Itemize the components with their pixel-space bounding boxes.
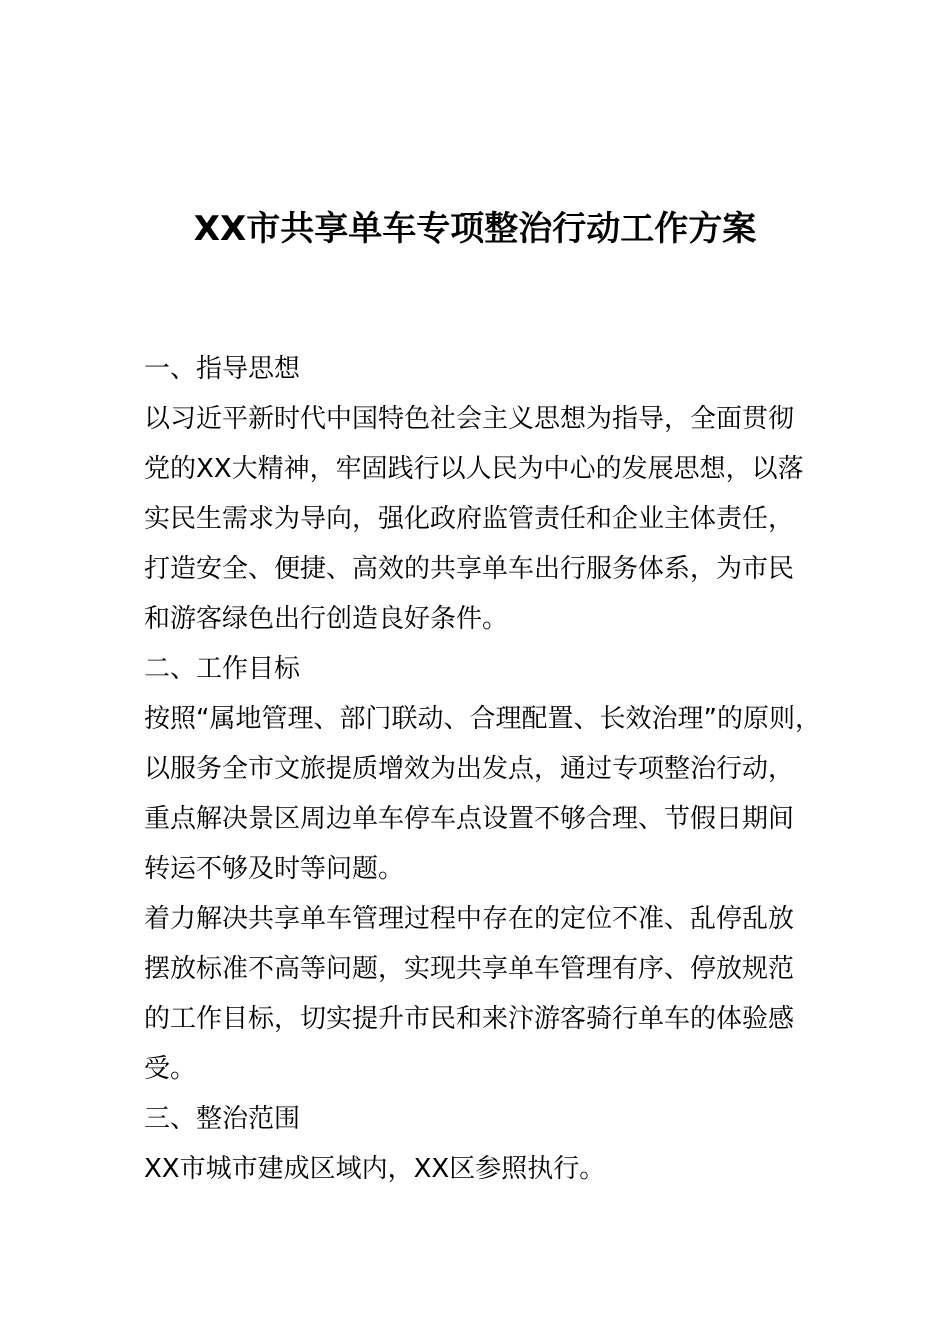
paragraph-line: 党的XX大精神，牢固践行以人民为中心的发展思想，以落 xyxy=(144,454,804,484)
paragraph-line: 着力解决共享单车管理过程中存在的定位不准、乱停乱放 xyxy=(144,904,795,934)
document-title: XX市共享单车专项整治行动工作方案 xyxy=(193,209,757,249)
paragraph-line: 受。 xyxy=(144,1054,197,1084)
paragraph-line: 打造安全、便捷、高效的共享单车出行服务体系，为市民 xyxy=(144,554,795,584)
section-heading-guiding-ideology: 一、指导思想 xyxy=(144,354,301,384)
section-heading-work-goals: 二、工作目标 xyxy=(144,654,301,684)
paragraph-line: XX市城市建成区域内，XX区参照执行。 xyxy=(144,1154,606,1184)
paragraph-line: 重点解决景区周边单车停车点设置不够合理、节假日期间 xyxy=(144,804,795,834)
paragraph-line: 转运不够及时等问题。 xyxy=(144,854,405,884)
paragraph-line: 摆放标准不高等问题，实现共享单车管理有序、停放规范 xyxy=(144,954,795,984)
paragraph-line: 以习近平新时代中国特色社会主义思想为指导，全面贯彻 xyxy=(144,404,795,434)
paragraph-line: 实民生需求为导向，强化政府监管责任和企业主体责任， xyxy=(144,504,795,534)
document-body xyxy=(144,344,821,1194)
paragraph-line: 的工作目标，切实提升市民和来汴游客骑行单车的体验感 xyxy=(144,1004,795,1034)
paragraph-line: 和游客绿色出行创造良好条件。 xyxy=(144,604,509,634)
paragraph-line: 以服务全市文旅提质增效为出发点，通过专项整治行动， xyxy=(144,754,795,784)
paragraph-line: 按照“属地管理、部门联动、合理配置、长效治理”的原则， xyxy=(144,704,821,734)
section-heading-scope: 三、整治范围 xyxy=(144,1104,301,1134)
